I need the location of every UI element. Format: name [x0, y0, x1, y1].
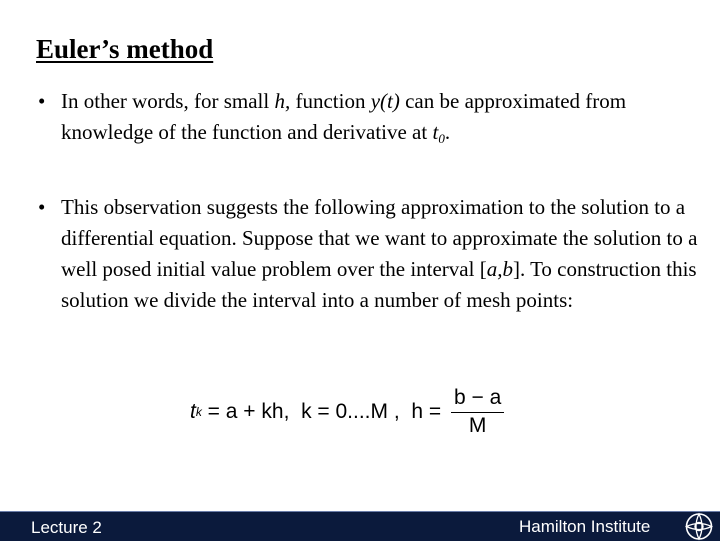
- lecture-label: Lecture 2: [31, 518, 102, 537]
- bullet-point-1: [38, 86, 714, 148]
- bullet-point-2: [38, 192, 714, 316]
- footer-bar: [0, 511, 720, 541]
- bullet-marker: •: [38, 195, 46, 219]
- slide-title: Euler’s method: [36, 34, 214, 64]
- bullet-marker: •: [38, 89, 46, 113]
- institute-name: Hamilton Institute: [519, 517, 651, 536]
- fraction-numerator: b − a: [451, 387, 504, 413]
- mesh-points-formula: t k = a + kh, k = 0....M , h = $\frac{b - a}{M}$: [190, 382, 504, 442]
- step-size-fraction: [451, 387, 504, 437]
- celtic-knot-logo-icon: [683, 512, 715, 541]
- fraction-denominator: M: [468, 414, 487, 437]
- bullet-text: In other words, for small h, function y(t) can be approximated from knowledge of the function and derivative at $t_0$.: [61, 89, 627, 146]
- bullet-text: This observation suggests the following approximation to the solution to a differential equation. Suppose that we want to approximate the solution to a well posed initial value problem over the interval [a,b]. To construction this solution we divide the interval into a number of mesh points:: [61, 195, 698, 312]
